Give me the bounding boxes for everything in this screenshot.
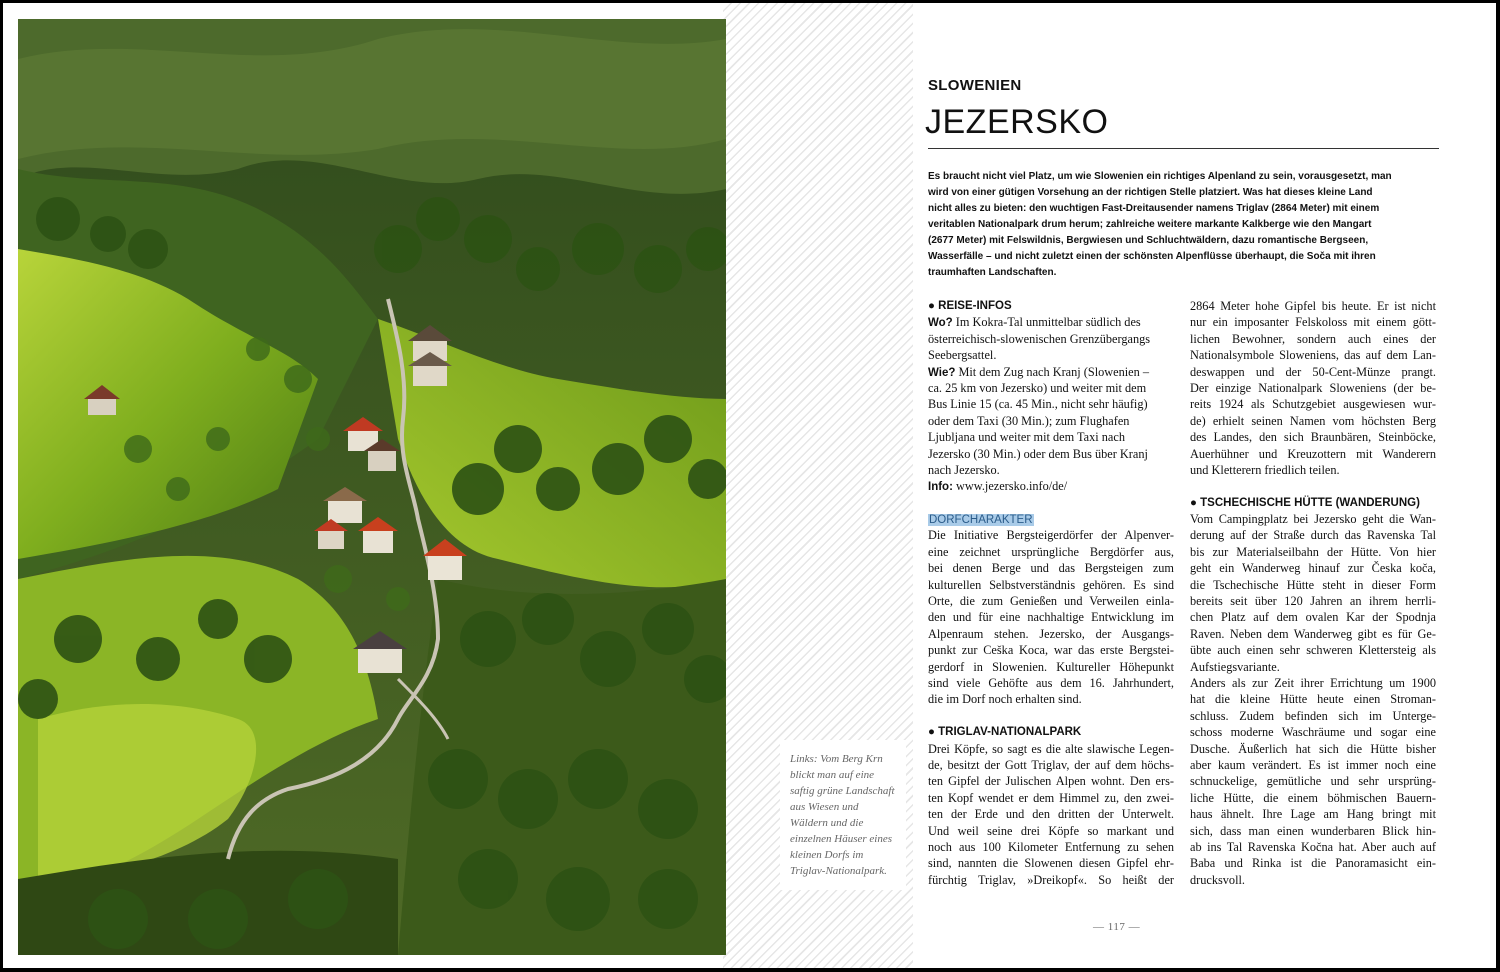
text-line: und Kletterern friedlich teilen.: [1190, 462, 1340, 477]
text-line: eine zeichnet ursprüngliche Bergdörfer aus,: [928, 544, 1174, 559]
wo-label: Wo?: [928, 317, 953, 330]
text-line: Auerhühner und Kreuzottern mit Wanderern: [1190, 446, 1436, 461]
text-line: Der einzige Nationalpark Sloweniens (der be-: [1190, 380, 1436, 395]
caption-line: aus Wiesen und: [790, 801, 859, 813]
title-divider: [928, 148, 1439, 149]
text-line: Anders als zur Zeit ihrer Errichtung um 1900: [1190, 675, 1436, 690]
text-line: nur ein imposanter Felskoloss mit einem gött-: [1190, 315, 1436, 330]
text-line: Baba und Rinka ist die Panoramasicht ein-: [1190, 856, 1436, 871]
text-line: hat die kleine Hütte heute einen Stroman-: [1190, 692, 1436, 707]
text-line: ten Kopf wendet er dem Himmel zu, den zwei-: [928, 790, 1174, 805]
text-line: ab ins Tal Ravenska Kočna hat. Aber auch auf: [1190, 839, 1436, 854]
text-line: bei denen Berge und das Bergsteigen zum: [928, 561, 1174, 576]
text-line: übte auch einen sehr schweren Klettersteig als: [1190, 643, 1436, 658]
wo-text: Im Kokra-Tal unmittelbar südlich des: [952, 315, 1141, 330]
wie-line: [928, 364, 1174, 380]
text-line: reits 1924 als Schutzgebiet ausgewiesen wur-: [1190, 397, 1436, 412]
triglav-heading: ● TRIGLAV-NATIONALPARK: [928, 726, 1082, 739]
text-line: drucksvoll.: [1190, 872, 1245, 887]
dorfcharakter-heading[interactable]: DORFCHARAKTER: [929, 514, 1033, 527]
text-line: sind, nannten die Slowenen diesen Gipfel ehr-: [928, 856, 1174, 871]
text-line: gerdorf in Slowenien. Kultureller Höhepunkt: [928, 659, 1174, 674]
text-line: des Landes, den sich Braunbären, Steinböcke,: [1190, 430, 1436, 445]
wo-line: [928, 314, 1174, 330]
intro-line: Es braucht nicht viel Platz, um wie Slowenien ein richtiges Alpenland zu sein, vorausgesetzt, man: [928, 171, 1392, 182]
intro-paragraph: [928, 169, 1448, 281]
text-column-left: [928, 298, 1174, 888]
text-line: die Tschechische Hütte steht in dieser Form: [1190, 577, 1436, 592]
info-link[interactable]: www.jezersko.info/de/: [952, 479, 1068, 494]
caption-line: Links: Vom Berg Krn: [790, 753, 883, 765]
text-line: Vom Campingplatz bei Jezersko geht die Wan-: [1190, 512, 1436, 527]
info-label: Info:: [928, 481, 953, 494]
landscape-photo-icon: [18, 19, 726, 955]
text-line: Alpenraum stehen. Jezersko, der Ausgangs-: [928, 626, 1174, 641]
text-line: de) erhielt seinen Namen vom höchsten Berg: [1190, 413, 1436, 428]
article-column-area: [925, 3, 1445, 968]
caption-line: kleinen Dorfs im: [790, 849, 864, 861]
text-line: bis zur Materialseilbahn der Hütte. Von hier: [1190, 544, 1436, 559]
reise-infos-heading: ● REISE-INFOS: [928, 300, 1012, 312]
text-line: 2864 Meter hohe Gipfel bis heute. Er ist nicht: [1190, 299, 1436, 313]
text-line: kulturellen Selbstverständnis gehören. Es sind: [928, 577, 1174, 592]
page-number: — 117 —: [1093, 921, 1141, 933]
text-line: Aufstiegsvariante.: [1190, 659, 1280, 674]
text-line: de, besitzt der Gott Triglav, der auf dem höchs-: [928, 757, 1174, 772]
intro-line: traumhaften Landschaften.: [928, 267, 1057, 278]
text-line: fürchtig Triglav, »Dreikopf«. So heißt der: [928, 872, 1174, 887]
text-line: nach Jezersko.: [928, 462, 1000, 477]
text-line: geht ein Wanderweg hinauf zur Česka koča,: [1190, 561, 1436, 576]
text-line: schnuckelige, gemütliche und sehr ursprüng-: [1190, 774, 1436, 789]
text-line: punkt zur Ceška Koca, war das erste Bergstei-: [928, 643, 1174, 658]
text-line: haus ähnelt. Ihre Lage am Hang bringt mit: [1190, 807, 1436, 822]
caption-line: blickt man auf eine: [790, 769, 875, 781]
intro-line: Wasserfälle – und nicht zuletzt einen der schönsten Alpenflüsse überhaupt, die Soča mit ihren: [928, 251, 1376, 262]
spacer: [1190, 478, 1436, 494]
text-line: sind viele Gehöfte aus dem 16. Jahrhundert,: [928, 675, 1174, 690]
text-line: Raven. Neben dem Wanderweg gibt es für Ge-: [1190, 626, 1436, 641]
wie-label: Wie?: [928, 366, 956, 379]
text-column-right: [1190, 298, 1436, 888]
text-line: chen Platz auf dem ovalen Kar der Spodnja: [1190, 610, 1436, 625]
page-sheet: [3, 3, 1496, 968]
text-line: liche Hütte, die einem böhmischen Bauern-: [1190, 790, 1436, 805]
text-line: Nationalsymbole Sloweniens, das auf dem Lan-: [1190, 348, 1436, 363]
info-line: [928, 478, 1174, 494]
spacer: [928, 708, 1174, 724]
text-line: Dusche. Äußerlich hat sich die Hütte bisher: [1190, 741, 1436, 756]
text-line: Bus Linie 15 (ca. 45 Min., nicht sehr häufig): [928, 397, 1148, 412]
text-line: lichen Bewohner, sondern auch eines der: [1190, 331, 1436, 346]
text-line: noch aus 100 Kilometer Entfernung zu sehen: [928, 839, 1174, 854]
intro-line: veritablen Nationalpark drum herum; zahlreiche weitere markante Kalkberge wie den Mangart: [928, 219, 1372, 230]
text-line: Jezersko (30 Min.) oder dem Bus über Kranj: [928, 446, 1148, 461]
caption-line: einzelnen Häuser eines: [790, 833, 893, 845]
landscape-photo: [18, 19, 726, 955]
intro-line: nicht alles zu bieten: den wuchtigen Fast-Dreitausender namens Triglav (2864 Meter) mit einem: [928, 203, 1380, 214]
text-line: deswappen und der 50-Cent-Münze prangt.: [1190, 364, 1436, 379]
huette-heading: ● TSCHECHISCHE HÜTTE (WANDERUNG): [1190, 496, 1420, 509]
caption-line: Triglav-Nationalpark.: [790, 865, 887, 877]
text-line: schluss. Zudem befinden sich im Unterge-: [1190, 708, 1436, 723]
page-title: JEZERSKO: [925, 103, 1109, 141]
text-line: ten der Erde und den dritten der Unterwelt.: [928, 807, 1174, 822]
intro-line: (2677 Meter) mit Felswildnis, Bergwiesen und Schluchtwäldern, dazu romantische Bergseen,: [928, 235, 1369, 246]
caption-line: saftig grüne Landschaft: [790, 785, 895, 797]
text-line: aber kaum verändert. Es ist immer noch eine: [1190, 757, 1436, 772]
text-line: Drei Köpfe, so sagt es die alte slawische Legen-: [928, 741, 1174, 756]
dorfcharakter-heading-line: [928, 511, 1174, 527]
text-line: den und für eine nachhaltige Entwicklung im: [928, 610, 1174, 625]
text-line: Seebergsattel.: [928, 348, 997, 363]
text-line: oder dem Taxi (30 Min.); zum Flughafen: [928, 413, 1130, 428]
text-line: Die Initiative Bergsteigerdörfer der Alpenver-: [928, 528, 1174, 543]
spacer: [928, 495, 1174, 511]
text-line: österreichisch-slowenischen Grenzübergangs: [928, 331, 1151, 346]
country-label: SLOWENIEN: [928, 77, 1022, 94]
text-line: ten Gipfel der Julischen Alpen wohnt. Den ers-: [928, 774, 1174, 789]
caption-line: Wäldern und die: [790, 817, 864, 829]
text-line: die im Dorf noch erhalten sind.: [928, 692, 1082, 707]
text-line: Und weil seine drei Köpfe so markant und: [928, 823, 1174, 838]
intro-line: wird von einer gütigen Vorsehung an der richtigen Stelle platziert. Was hat dieses kleine Land: [928, 187, 1373, 198]
text-line: Ljubljana und weiter mit dem Taxi nach: [928, 430, 1125, 445]
text-line: schoss moderne Waschräume und sogar eine: [1190, 725, 1436, 740]
text-line: derung auf der Straße durch das Ravenska Tal: [1190, 528, 1436, 543]
text-line: bereits seit über 120 Jahren an ihrem herrli-: [1190, 594, 1436, 609]
text-line: ca. 25 km von Jezersko) und weiter mit dem: [928, 380, 1147, 395]
wie-text: Mit dem Zug nach Kranj (Slowenien –: [955, 364, 1150, 379]
text-line: Orte, die zum Genießen und Verweilen einla-: [928, 594, 1174, 609]
text-line: sich, dass man einen wunderbaren Blick hin-: [1190, 823, 1436, 838]
photo-caption: [780, 740, 906, 890]
